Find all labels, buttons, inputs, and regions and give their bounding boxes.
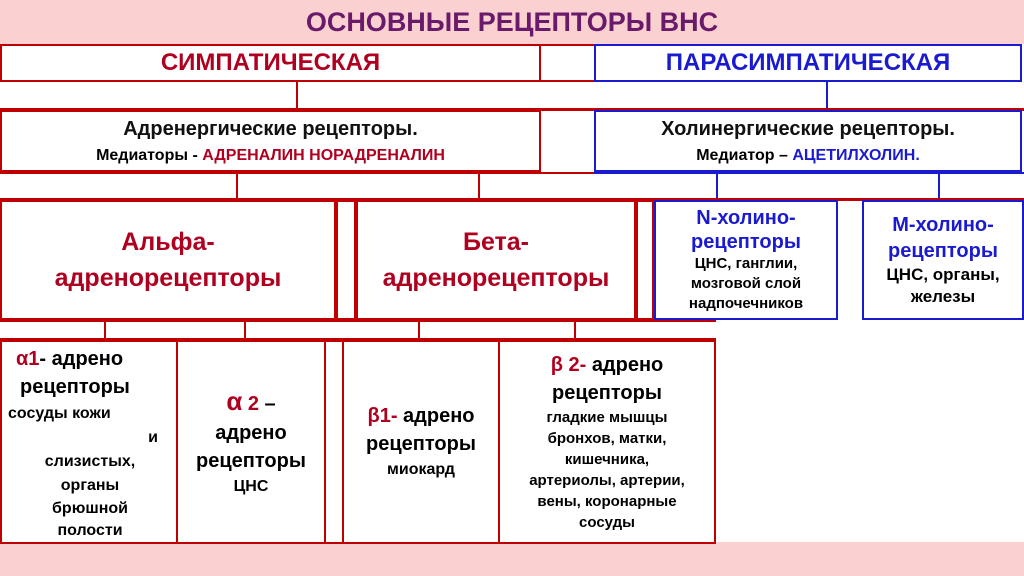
- beta2-box: [498, 340, 716, 544]
- beta1-line2: рецепторы: [366, 433, 476, 455]
- n-desc3: надпочечников: [688, 295, 804, 312]
- alpha2-dash: –: [264, 392, 276, 415]
- beta2-title: [551, 351, 664, 379]
- m-line1: М-холино-: [892, 214, 994, 236]
- alpha1-desc4: органы: [60, 477, 120, 494]
- alpha2-title: [226, 386, 275, 419]
- n-line2: рецепторы: [691, 231, 801, 253]
- alpha2-line2: адрено: [215, 421, 287, 444]
- beta-line2: адренорецепторы: [382, 264, 610, 292]
- beta-adrenoreceptors-box: [356, 200, 636, 320]
- beta2-desc4: артериолы, артерии,: [529, 472, 685, 489]
- mediators-value: АДРЕНАЛИН НОРАДРЕНАЛИН: [202, 146, 445, 164]
- alpha1-desc6: полости: [57, 522, 123, 539]
- connector: [0, 172, 594, 174]
- connector: [574, 320, 576, 340]
- beta1-box: [342, 340, 500, 544]
- beta2-symbol: β 2-: [550, 354, 587, 376]
- beta2-desc2: бронхов, матки,: [547, 430, 667, 447]
- alpha1-desc1: сосуды кожи: [8, 405, 111, 422]
- alpha1-title: [16, 348, 176, 371]
- alpha2-line3: рецепторы: [196, 449, 306, 472]
- alpha1-desc5: брюшной: [52, 500, 128, 517]
- parasympathetic-box: [594, 44, 1022, 82]
- page-title: ОСНОВНЫЕ РЕЦЕПТОРЫ ВНС: [305, 6, 719, 37]
- mediator-prefix: Медиатор –: [696, 146, 788, 164]
- alpha-adrenoreceptors-box: [0, 200, 336, 320]
- sympathetic-box: [0, 44, 541, 82]
- connector: [0, 320, 716, 322]
- adrenergic-mediators-line: [96, 147, 445, 165]
- parasympathetic-label: ПАРАСИМПАТИЧЕСКАЯ: [665, 49, 951, 76]
- n-desc1: ЦНС, ганглии,: [694, 255, 798, 272]
- n-desc2: мозговой слой: [690, 275, 802, 292]
- beta2-desc5: вены, коронарные: [537, 493, 677, 510]
- alpha-line1: Альфа-: [121, 228, 215, 256]
- cholinergic-box: [594, 110, 1022, 172]
- beta2-desc3: кишечника,: [564, 451, 650, 468]
- beta1-title: [367, 402, 474, 430]
- cholinergic-mediator-line: [696, 147, 920, 165]
- connector: [594, 172, 1024, 174]
- alpha1-desc3: слизистых,: [44, 453, 136, 470]
- connector: [938, 172, 940, 200]
- connector: [418, 320, 420, 340]
- beta1-desc: миокард: [387, 461, 455, 478]
- alpha1-box: [0, 340, 178, 544]
- connector: [296, 82, 298, 110]
- alpha-line2: адренорецепторы: [54, 264, 282, 292]
- connector: [104, 320, 106, 340]
- spacer-box: [324, 340, 344, 544]
- spacer-box: [336, 200, 356, 320]
- alpha1-line2: рецепторы: [20, 376, 130, 398]
- beta2-suffix: адрено: [591, 354, 664, 376]
- m-desc1: ЦНС, органы,: [886, 265, 1000, 284]
- beta-line1: Бета-: [462, 228, 529, 256]
- adrenergic-box: [0, 110, 541, 172]
- mediator-value: АЦЕТИЛХОЛИН.: [792, 146, 920, 164]
- alpha2-num: 2: [247, 392, 259, 415]
- beta2-desc1: гладкие мышцы: [546, 409, 668, 426]
- beta2-desc6: сосуды: [579, 514, 635, 531]
- alpha1-suffix: - адрено: [39, 348, 124, 370]
- mediators-prefix: Медиаторы -: [96, 146, 198, 164]
- adrenergic-heading: Адренергические рецепторы.: [123, 117, 418, 140]
- alpha1-desc2: и: [148, 429, 158, 446]
- sympathetic-label: СИМПАТИЧЕСКАЯ: [160, 49, 381, 76]
- connector: [478, 172, 480, 200]
- connector: [826, 82, 828, 110]
- cholinergic-heading: Холинергические рецепторы.: [661, 117, 955, 140]
- n-line1: N-холино-: [696, 207, 796, 229]
- alpha1-symbol: α1: [16, 348, 40, 370]
- m-line2: рецепторы: [888, 240, 998, 262]
- alpha2-desc: ЦНС: [233, 477, 269, 495]
- spacer-box: [636, 200, 654, 320]
- beta1-suffix: адрено: [403, 405, 475, 427]
- beta1-symbol: β1-: [367, 405, 398, 427]
- alpha2-box: [176, 340, 326, 544]
- m-desc2: железы: [910, 287, 976, 306]
- alpha2-symbol: α: [226, 385, 243, 416]
- m-cholinoreceptors-box: [862, 200, 1024, 320]
- connector: [716, 172, 718, 200]
- beta2-line2: рецепторы: [552, 382, 662, 404]
- connector: [236, 172, 238, 200]
- bottom-band: [0, 542, 1024, 576]
- gap-box: [541, 44, 594, 82]
- n-cholinoreceptors-box: [654, 200, 838, 320]
- connector: [244, 320, 246, 340]
